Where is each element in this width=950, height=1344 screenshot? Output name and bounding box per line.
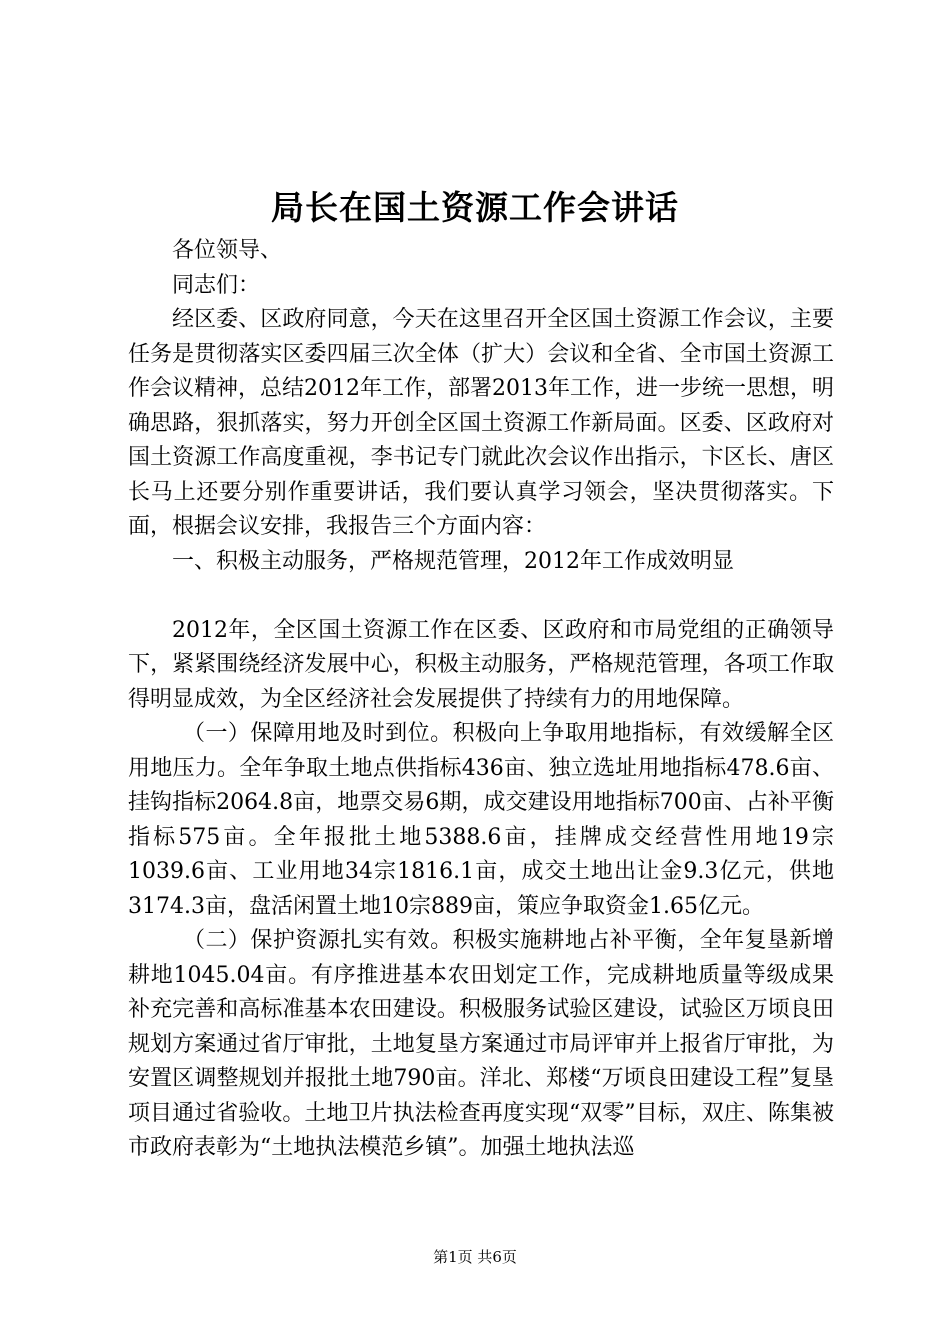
body-paragraph: （一）保障用地及时到位。积极向上争取用地指标，有效缓解全区用地压力。全年争取土地点供指标436亩、独立选址用地指标478.6亩、挂钩指标2064.8亩，地票交易6期，成交建设用地指标700亩、占补平衡指标575亩。全年报批土地5388.6亩，挂牌成交经营性用地19宗1039.6亩、工业用地34宗1816.1亩，成交土地出让金9.3亿元，供地3174.3亩，盘活闲置土地10宗889亩，策应争取资金1.65亿元。	[128, 721, 834, 919]
page-footer: 第1页 共6页	[433, 1248, 517, 1266]
salutation-line: 同志们：	[172, 272, 261, 298]
body-paragraph: 2012年，全区国土资源工作在区委、区政府和市局党组的正确领导下，紧紧围绕经济发展中心，积极主动服务，严格规范管理，各项工作取得明显成效，为全区经济社会发展提供了持续有力的用地保障。	[128, 617, 834, 712]
page-title: 局长在国土资源工作会讲话	[271, 188, 679, 227]
body-paragraph: （二）保护资源扎实有效。积极实施耕地占补平衡，全年复垦新增耕地1045.04亩。有序推进基本农田划定工作，完成耕地质量等级成果补充完善和高标准基本农田建设。积极服务试验区建设，试验区万顷良田规划方案通过省厅审批，土地复垦方案通过市局评审并上报省厅审批，为安置区调整规划并报批土地790亩。洋北、郑楼“万顷良田建设工程”复垦项目通过省验收。土地卫片执法检查再度实现“双零”目标，双庄、陈集被市政府表彰为“土地执法模范乡镇”。加强土地执法巡	[128, 928, 834, 1160]
body-paragraph: 经区委、区政府同意，今天在这里召开全区国土资源工作会议，主要任务是贯彻落实区委四届三次全体（扩大）会议和全省、全市国土资源工作会议精神，总结2012年工作，部署2013年工作，进一步统一思想，明确思路，狠抓落实，努力开创全区国土资源工作新局面。区委、区政府对国土资源工作高度重视，李书记专门就此次会议作出指示，卞区长、唐区长马上还要分别作重要讲话，我们要认真学习领会，坚决贯彻落实。下面，根据会议安排，我报告三个方面内容：	[128, 307, 834, 539]
section-heading: 一、积极主动服务，严格规范管理，2012年工作成效明显	[172, 548, 734, 574]
salutation-line: 各位领导、	[172, 238, 283, 263]
document-body	[128, 234, 834, 1166]
